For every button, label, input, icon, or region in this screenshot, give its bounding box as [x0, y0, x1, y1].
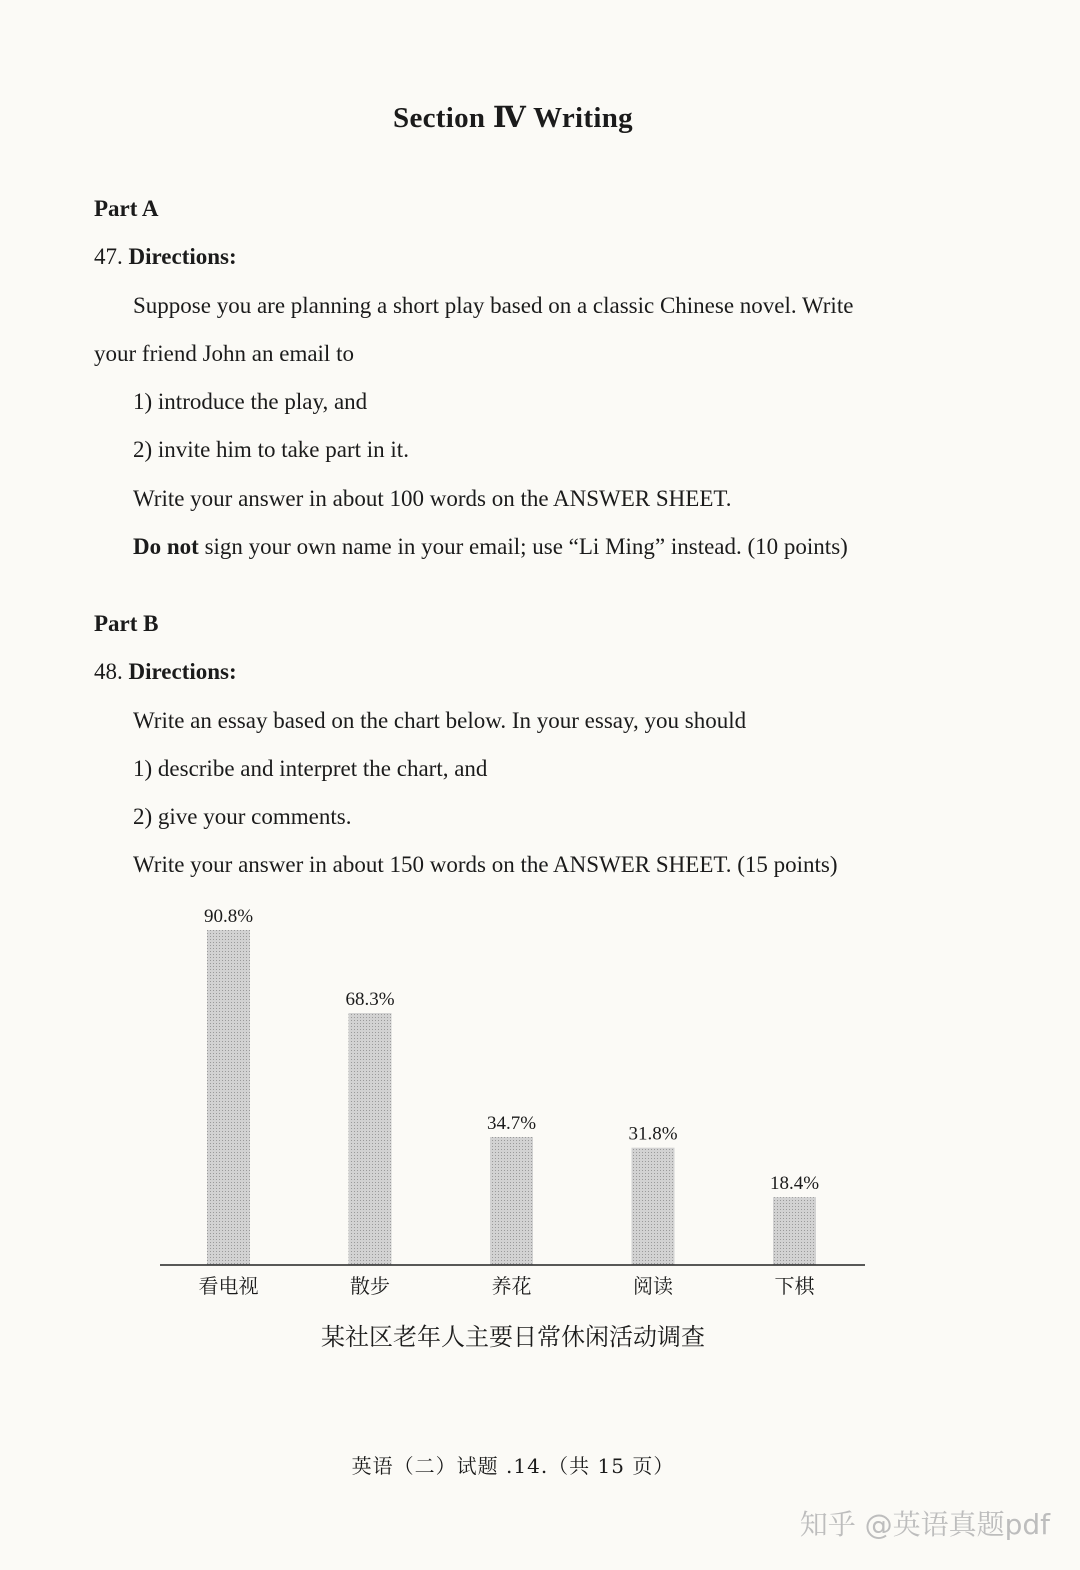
do-not-emphasis: Do not [133, 534, 199, 559]
bar-4 [632, 1148, 675, 1265]
sign-note-text: sign your own name in your email; use “Li Ming” instead. (10 points) [198, 534, 848, 559]
bar-value-label: 31.8% [628, 1123, 678, 1145]
page-footer: 英语（二）试题 .14.（共 15 页） [351, 1454, 675, 1478]
bar-5 [773, 1197, 816, 1265]
x-tick-label: 散步 [350, 1274, 390, 1298]
directions-label: Directions: [128, 659, 237, 684]
part-b-line1: Write an essay based on the chart below. In your essay, you should [133, 708, 747, 733]
part-a-item2: 2) invite him to take part in it. [133, 437, 409, 462]
x-tick-label: 看电视 [198, 1274, 259, 1298]
question-number: 47. [94, 244, 123, 269]
part-b-item1: 1) describe and interpret the chart, and [133, 756, 488, 781]
bar-1 [207, 930, 250, 1265]
section-title: Section Ⅳ Writing [393, 102, 633, 134]
bar-2 [349, 1013, 392, 1265]
watermark: 知乎 @英语真题pdf [799, 1508, 1050, 1541]
bar-value-label: 68.3% [345, 989, 395, 1011]
part-b-answer-note: Write your answer in about 150 words on the ANSWER SHEET. (15 points) [133, 852, 838, 877]
x-tick-label: 下棋 [774, 1274, 815, 1298]
bar-value-label: 18.4% [769, 1173, 820, 1195]
part-b-item2: 2) give your comments. [133, 804, 352, 829]
question-number: 48. [94, 659, 123, 684]
part-a-item1: 1) introduce the play, and [133, 389, 368, 414]
x-tick-label: 阅读 [633, 1274, 673, 1298]
bar-value-label: 90.8% [203, 906, 254, 927]
directions-label: Directions: [128, 244, 237, 269]
bar-3 [490, 1137, 533, 1265]
part-a-line1: Suppose you are planning a short play based on a classic Chinese novel. Write [133, 293, 854, 318]
x-tick-label: 养花 [491, 1274, 532, 1298]
part-a-line2: your friend John an email to [94, 341, 354, 366]
part-a-answer-note: Write your answer in about 100 words on the ANSWER SHEET. [133, 486, 732, 511]
part-a-heading: Part A [94, 196, 159, 221]
chart-title: 某社区老年人主要日常休闲活动调查 [321, 1323, 705, 1351]
part-b-heading: Part B [94, 611, 159, 636]
bar-value-label: 34.7% [486, 1112, 537, 1134]
